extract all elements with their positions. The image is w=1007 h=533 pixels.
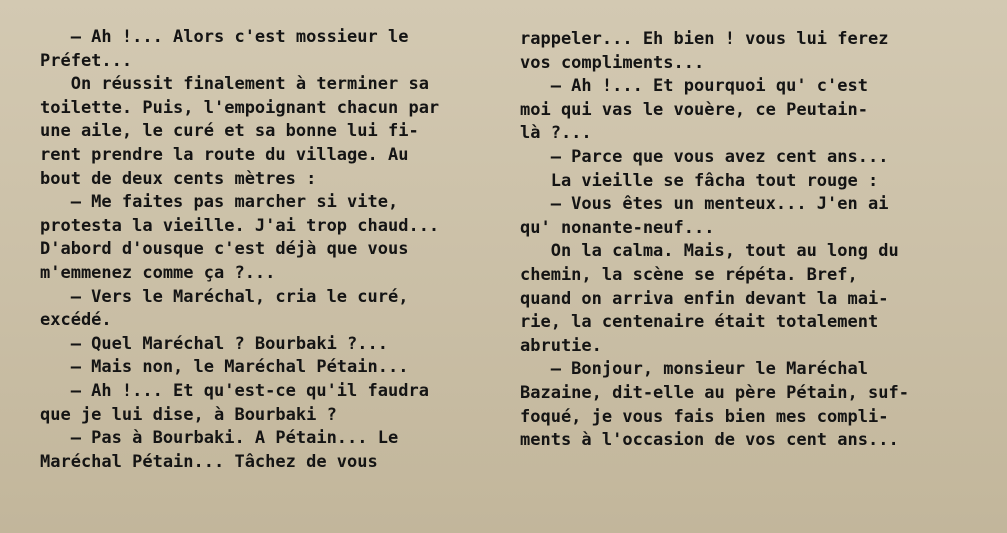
text-line: foqué, je vous fais bien mes compli- — [520, 406, 889, 427]
text-line: m'emmenez comme ça ?... — [40, 262, 276, 283]
text-line: On la calma. Mais, tout au long du — [520, 241, 899, 262]
text-line: que je lui dise, à Bourbaki ? — [40, 404, 337, 425]
text-line: rent prendre la route du village. Au — [40, 144, 409, 165]
text-line: Bazaine, dit-elle au père Pétain, suf- — [520, 382, 909, 403]
text-line: D'abord d'ousque c'est déjà que vous — [40, 239, 409, 260]
text-line: — Vers le Maréchal, cria le curé, — [40, 286, 409, 307]
text-line: protesta la vieille. J'ai trop chaud... — [40, 215, 440, 236]
text-line: — Parce que vous avez cent ans... — [520, 146, 889, 167]
right-text-column — [520, 28, 970, 453]
text-line: — Mais non, le Maréchal Pétain... — [40, 357, 409, 378]
text-line: là ?... — [520, 123, 592, 144]
text-line: toilette. Puis, l'empoignant chacun par — [40, 97, 440, 118]
text-line: Préfet... — [40, 50, 133, 71]
text-line: — Ah !... Alors c'est mossieur le — [40, 27, 409, 47]
text-line: abrutie. — [520, 335, 602, 356]
text-line: quand on arriva enfin devant la mai- — [520, 288, 889, 309]
text-line: ments à l'occasion de vos cent ans... — [520, 430, 899, 451]
text-line: excédé. — [40, 310, 112, 331]
text-line: rappeler... Eh bien ! vous lui ferez — [520, 29, 889, 49]
text-line: — Vous êtes un menteux... J'en ai — [520, 194, 889, 215]
text-line: On réussit finalement à terminer sa — [40, 74, 429, 95]
text-line: — Quel Maréchal ? Bourbaki ?... — [40, 333, 388, 354]
text-line: — Bonjour, monsieur le Maréchal — [520, 359, 868, 380]
text-line: — Ah !... Et pourquoi qu' c'est — [520, 76, 868, 97]
text-line: vos compliments... — [520, 52, 705, 73]
text-line: La vieille se fâcha tout rouge : — [520, 170, 879, 191]
text-line: — Ah !... Et qu'est-ce qu'il faudra — [40, 380, 429, 401]
text-line: une aile, le curé et sa bonne lui fi- — [40, 121, 419, 142]
text-line: chemin, la scène se répéta. Bref, — [520, 264, 858, 285]
text-line: qu' nonante-neuf... — [520, 217, 715, 238]
text-line: — Pas à Bourbaki. A Pétain... Le — [40, 428, 399, 449]
text-line: bout de deux cents mètres : — [40, 168, 317, 189]
text-line: rie, la centenaire était totalement — [520, 312, 879, 333]
text-line: Maréchal Pétain... Tâchez de vous — [40, 451, 378, 472]
text-line: — Me faites pas marcher si vite, — [40, 192, 399, 213]
text-line: moi qui vas le vouère, ce Peutain- — [520, 99, 868, 120]
left-text-column — [40, 26, 500, 474]
